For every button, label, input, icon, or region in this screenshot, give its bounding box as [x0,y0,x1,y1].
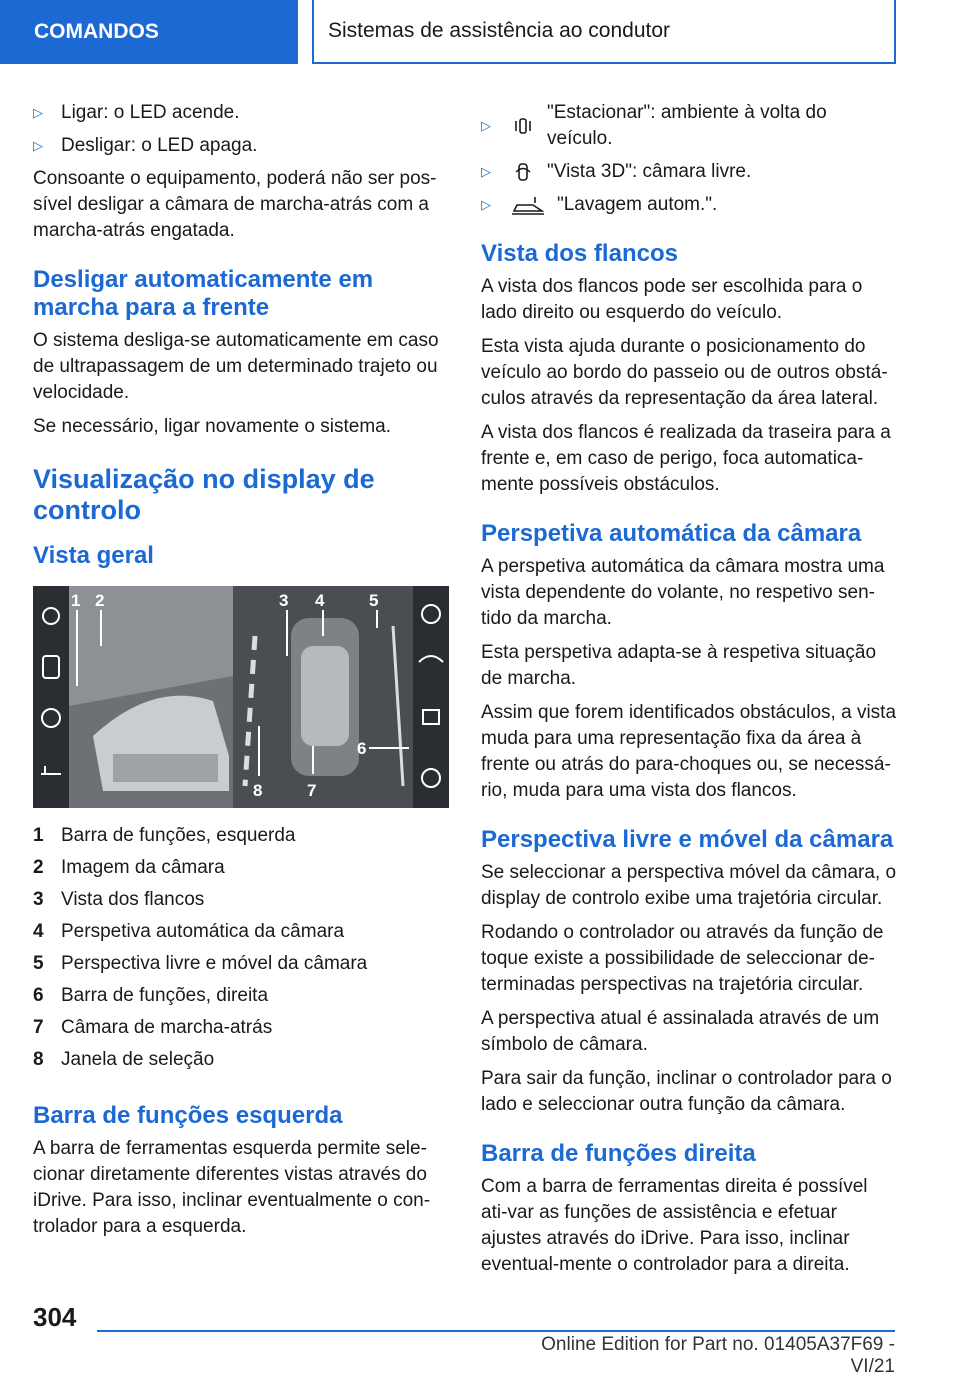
triangle-bullet-icon: ▷ [481,118,491,133]
bullet-text: "Vista 3D": câmara livre. [547,161,752,182]
legend-row [33,1012,449,1044]
paragraph: O sistema desliga-se automaticamente em caso de ultrapassagem de um determinado trajeto ou velocidade. [33,330,439,403]
section-heading: Barra de funções esquerda [33,1102,343,1129]
chapter-header [312,0,896,64]
chapter-heading: Visualização no display de controlo [33,464,375,525]
legend-text: Câmara de marcha-atrás [61,1017,273,1038]
paragraph: A perspectiva atual é assinalada através de um símbolo de câmara. [481,1008,880,1055]
section-heading: Perspetiva automática da câmara [481,520,862,547]
legend-row [33,980,449,1012]
triangle-bullet-icon: ▷ [481,197,491,212]
triangle-bullet-icon: ▷ [33,105,43,120]
list-item [481,192,897,218]
bullet-text: Desligar: o LED apaga. [61,135,258,156]
figure-legend [33,820,449,1076]
3d-view-icon [509,161,537,183]
legend-text: Perspectiva livre e móvel da câmara [61,953,368,974]
triangle-bullet-icon: ▷ [33,138,43,153]
paragraph: A vista dos flancos é realizada da traseira para a frente e, em caso de perigo, foca automatica-mente possíveis obstáculos. [481,422,891,495]
list-item [481,100,897,152]
paragraph: Esta perspetiva adapta-se à respetiva situação de marcha. [481,642,877,689]
section-heading: Barra de funções direita [481,1140,756,1167]
legend-row [33,1044,449,1076]
list-item [33,100,449,126]
section-heading: Desligar automaticamente em marcha para a frente [33,266,374,321]
legend-row [33,884,449,916]
paragraph: Esta vista ajuda durante o posicionamento do veículo ao bordo do passeio ou de outros obstá-culos através da representação da área lateral. [481,336,888,409]
paragraph: Assim que forem identificados obstáculos, a vista muda para uma representação fixa da área à frente ou atrás do para-choques ou, se necessá-rio, muda para uma vista dos flancos. [481,702,897,801]
section-heading: Vista dos flancos [481,240,678,267]
callout-label: 8 [253,781,263,800]
legend-text: Barra de funções, direita [61,985,269,1006]
section-heading: Vista geral [33,542,154,569]
legend-number: 1 [33,825,44,846]
legend-row [33,948,449,980]
legend-text: Vista dos flancos [61,889,205,910]
legend-number: 7 [33,1017,44,1038]
legend-text: Imagem da câmara [61,857,225,878]
bullet-text: "Lavagem autom.". [557,194,718,215]
legend-number: 2 [33,857,44,878]
paragraph: Consoante o equipamento, poderá não ser pos-sível desligar a câmara de marcha-atrás com a marcha-atrás engatada. [33,168,437,241]
legend-text: Perspetiva automática da câmara [61,921,345,942]
bullet-text: Ligar: o LED acende. [61,102,240,123]
camera-display-image [33,586,449,808]
bullet-text: "Estacionar": ambiente à volta do veículo. [547,102,827,149]
callout-label: 7 [307,781,317,800]
paragraph: A vista dos flancos pode ser escolhida para o lado direito ou esquerdo do veículo. [481,276,863,323]
left-column [33,100,449,1248]
legend-row [33,820,449,852]
list-item [33,133,449,159]
callout-label: 6 [357,739,367,758]
section-title: COMANDOS [34,20,159,43]
callout-label: 3 [279,591,289,610]
section-tab [0,0,298,64]
edition-note: Online Edition for Part no. 01405A37F69 - VI/21 [541,1334,895,1377]
triangle-bullet-icon: ▷ [481,164,491,179]
paragraph: A perspetiva automática da câmara mostra uma vista dependente do volante, no respetivo sen-tido da marcha. [481,556,885,629]
callout-label: 2 [95,591,105,610]
car-wash-icon [509,194,547,216]
paragraph: Se seleccionar a perspectiva móvel da câmara, o display de controlo exibe uma trajetória circular. [481,862,897,909]
legend-number: 5 [33,953,44,974]
legend-number: 3 [33,889,44,910]
legend-text: Janela de seleção [61,1049,215,1070]
legend-text: Barra de funções, esquerda [61,825,296,846]
legend-row [33,916,449,948]
paragraph: Se necessário, ligar novamente o sistema. [33,416,392,437]
parking-view-icon [509,115,537,137]
legend-number: 6 [33,985,44,1006]
chapter-title: Sistemas de assistência ao condutor [328,19,671,42]
section-heading: Perspectiva livre e móvel da câmara [481,826,894,853]
paragraph: A barra de ferramentas esquerda permite sele-cionar diretamente diferentes vistas através do iDrive. Para isso, inclinar eventualmente o con-trolador para a esquerda. [33,1138,431,1237]
page-number: 304 [33,1302,77,1332]
right-column [481,100,897,1286]
legend-number: 8 [33,1049,44,1070]
legend-number: 4 [33,921,44,942]
callout-label: 5 [369,591,379,610]
callout-label: 4 [315,591,325,610]
list-item [481,159,897,185]
callout-label: 1 [71,591,81,610]
camera-display-figure [33,586,449,808]
paragraph: Rodando o controlador ou através da função de toque existe a possibilidade de seleccionar de-terminadas perspectivas na trajetória circular. [481,922,884,995]
paragraph: Com a barra de ferramentas direita é possível ati-var as funções de assistência e efetuar ajustes através do iDrive. Para isso, inclinar eventual-mente o controlador para a direita. [481,1176,868,1275]
paragraph: Para sair da função, inclinar o controlador para o lado e seleccionar outra função da câmara. [481,1068,892,1115]
footer-divider [97,1330,895,1332]
legend-row [33,852,449,884]
